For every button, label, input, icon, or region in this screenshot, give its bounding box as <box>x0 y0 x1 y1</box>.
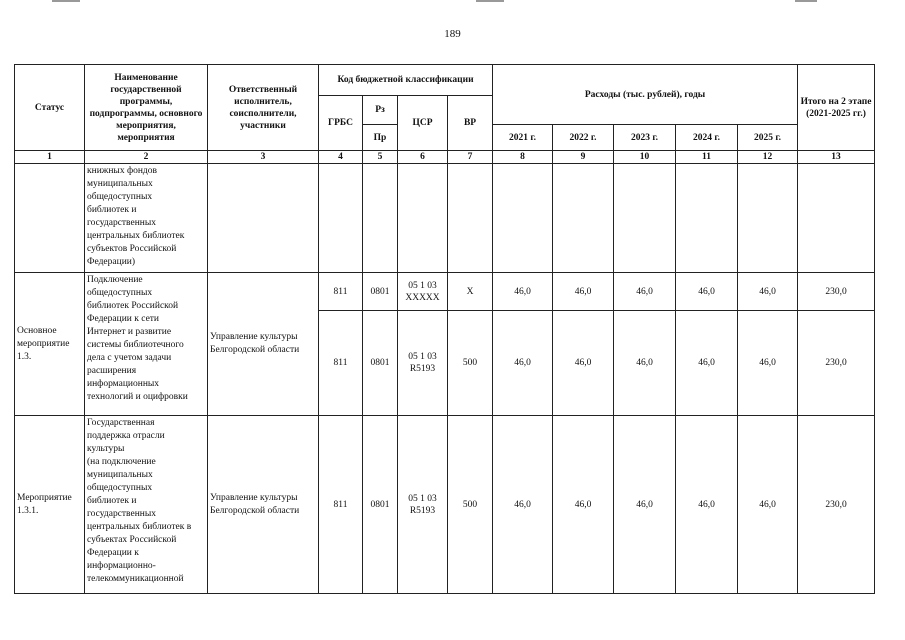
value-2025: 46,0 <box>738 311 798 416</box>
grbs-cell: 811 <box>319 311 363 416</box>
csr-cell: 05 1 03 R5193 <box>398 311 448 416</box>
header-status: Статус <box>15 65 85 151</box>
column-number: 6 <box>398 151 448 164</box>
column-number: 13 <box>798 151 875 164</box>
column-number: 4 <box>319 151 363 164</box>
header-year-2023: 2023 г. <box>614 125 676 151</box>
name-cell: Государственная поддержка отрасли культуры (на подключение муниципальных общедоступных библиотек и государственных центральных библиотек в субъектах Российской Федерации к информационно- телекоммуникационной <box>85 416 208 594</box>
header-responsible: Ответственный исполнитель, соисполнители, участники <box>208 65 319 151</box>
column-number: 2 <box>85 151 208 164</box>
responsible-cell: Управление культуры Белгородской области <box>208 273 319 416</box>
value-2023: 46,0 <box>614 416 676 594</box>
page-number: 189 <box>444 28 461 40</box>
header-expenses: Расходы (тыс. рублей), годы <box>493 65 798 125</box>
scan-mark-center <box>476 0 504 2</box>
column-number: 12 <box>738 151 798 164</box>
column-number: 7 <box>448 151 493 164</box>
column-number: 10 <box>614 151 676 164</box>
vr-cell: 500 <box>448 311 493 416</box>
value-2025: 46,0 <box>738 416 798 594</box>
header-year-2022: 2022 г. <box>553 125 614 151</box>
vr-cell: X <box>448 273 493 311</box>
value-2024: 46,0 <box>676 273 738 311</box>
name-cell: книжных фондов муниципальных общедоступных библиотек и государственных центральных библиотек субъектов Российской Федерации) <box>85 164 208 273</box>
table-row <box>15 416 875 594</box>
column-number: 1 <box>15 151 85 164</box>
rzpr-cell: 0801 <box>363 416 398 594</box>
vr-cell: 500 <box>448 416 493 594</box>
column-number: 9 <box>553 151 614 164</box>
name-cell: Подключение общедоступных библиотек Российской Федерации к сети Интернет и развитие системы библиотечного дела с учетом задачи расширения информационных технологий и оцифровки <box>85 273 208 416</box>
value-total: 230,0 <box>798 416 875 594</box>
value-2025: 46,0 <box>738 273 798 311</box>
csr-cell: 05 1 03 R5193 <box>398 416 448 594</box>
csr-cell: 05 1 03 XXXXX <box>398 273 448 311</box>
header-budget-code: Код бюджетной классификации <box>319 65 493 96</box>
header-grbs: ГРБС <box>319 96 363 151</box>
column-number: 11 <box>676 151 738 164</box>
column-number: 5 <box>363 151 398 164</box>
value-2022: 46,0 <box>553 273 614 311</box>
table-row <box>15 273 875 311</box>
column-number: 8 <box>493 151 553 164</box>
value-2022: 46,0 <box>553 416 614 594</box>
scan-mark-right <box>795 0 817 2</box>
grbs-cell: 811 <box>319 273 363 311</box>
rzpr-cell: 0801 <box>363 311 398 416</box>
status-cell: Основное мероприятие 1.3. <box>15 273 85 416</box>
value-2023: 46,0 <box>614 311 676 416</box>
header-total: Итого на 2 этапе (2021-2025 гг.) <box>798 65 875 151</box>
header-vr: ВР <box>448 96 493 151</box>
responsible-cell: Управление культуры Белгородской области <box>208 416 319 594</box>
header-year-2025: 2025 г. <box>738 125 798 151</box>
rzpr-cell: 0801 <box>363 273 398 311</box>
table-row <box>15 164 875 273</box>
value-2021: 46,0 <box>493 311 553 416</box>
header-rz: Рз <box>363 96 398 125</box>
grbs-cell: 811 <box>319 416 363 594</box>
column-number: 3 <box>208 151 319 164</box>
value-total: 230,0 <box>798 273 875 311</box>
value-2022: 46,0 <box>553 311 614 416</box>
value-2024: 46,0 <box>676 416 738 594</box>
value-2024: 46,0 <box>676 311 738 416</box>
header-name: Наименование государственной программы, подпрограммы, основного мероприятия, мероприятия <box>85 65 208 151</box>
scan-mark-left <box>52 0 80 2</box>
value-2023: 46,0 <box>614 273 676 311</box>
value-total: 230,0 <box>798 311 875 416</box>
status-cell: Мероприятие 1.3.1. <box>15 416 85 594</box>
header-pr: Пр <box>363 125 398 151</box>
header-year-2024: 2024 г. <box>676 125 738 151</box>
status-cell-empty <box>15 164 85 273</box>
budget-table <box>14 64 875 594</box>
value-2021: 46,0 <box>493 416 553 594</box>
header-year-2021: 2021 г. <box>493 125 553 151</box>
header-csr: ЦСР <box>398 96 448 151</box>
value-2021: 46,0 <box>493 273 553 311</box>
